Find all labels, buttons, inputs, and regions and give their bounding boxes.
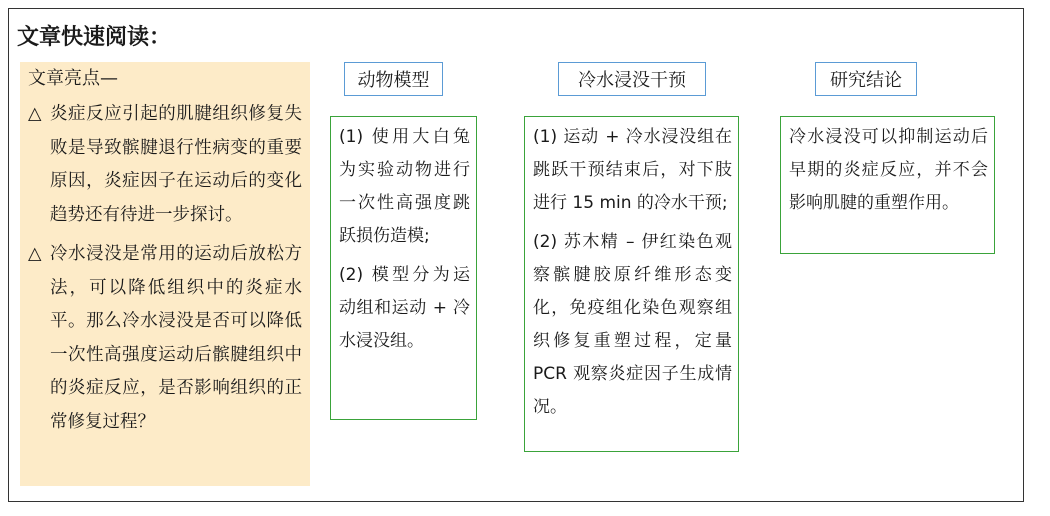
card-conclusion [780, 116, 995, 254]
card-paragraph: (2) 苏木精 – 伊红染色观察髌腱胶原纤维形态变化，免疫组化染色观察组织修复重塑过程，定量 PCR 观察炎症因子生成情况。 [533, 232, 732, 417]
card-animal-model [330, 116, 477, 420]
card-paragraph: (1) 运动 + 冷水浸没组在跳跃干预结束后，对下肢进行 15 min 的冷水干预; [533, 127, 732, 213]
highlight-text: 冷水浸没是常用的运动后放松方法，可以降低组织中的炎症水平。那么冷水浸没是否可以降低一次性高强度运动后髌腱组织中的炎症反应，是否影响组织的正常修复过程？ [50, 244, 302, 432]
highlights-panel [20, 62, 310, 486]
card-paragraph: 冷水浸没可以抑制运动后早期的炎症反应，并不会影响肌腱的重塑作用。 [789, 127, 988, 213]
header-conclusion: 研究结论 [815, 62, 917, 96]
header-animal-model: 动物模型 [344, 62, 443, 96]
triangle-bullet-icon: △ [28, 244, 42, 264]
figure-title: 文章快速阅读： [17, 25, 172, 50]
highlight-item [28, 238, 302, 439]
card-cold-water-immersion [524, 116, 739, 452]
card-paragraph: (2) 模型分为运动组和运动 + 冷水浸没组。 [339, 265, 470, 351]
highlight-text: 炎症反应引起的肌腱组织修复失败是导致髌腱退行性病变的重要原因，炎症因子在运动后的变化趋势还有待进一步探讨。 [50, 104, 302, 225]
triangle-bullet-icon: △ [28, 104, 42, 124]
highlights-heading: 文章亮点— [28, 68, 118, 89]
highlight-item [28, 98, 302, 232]
header-cold-water-immersion: 冷水浸没干预 [558, 62, 706, 96]
card-paragraph: (1) 使用大白兔为实验动物进行一次性高强度跳跃损伤造模; [339, 127, 470, 246]
